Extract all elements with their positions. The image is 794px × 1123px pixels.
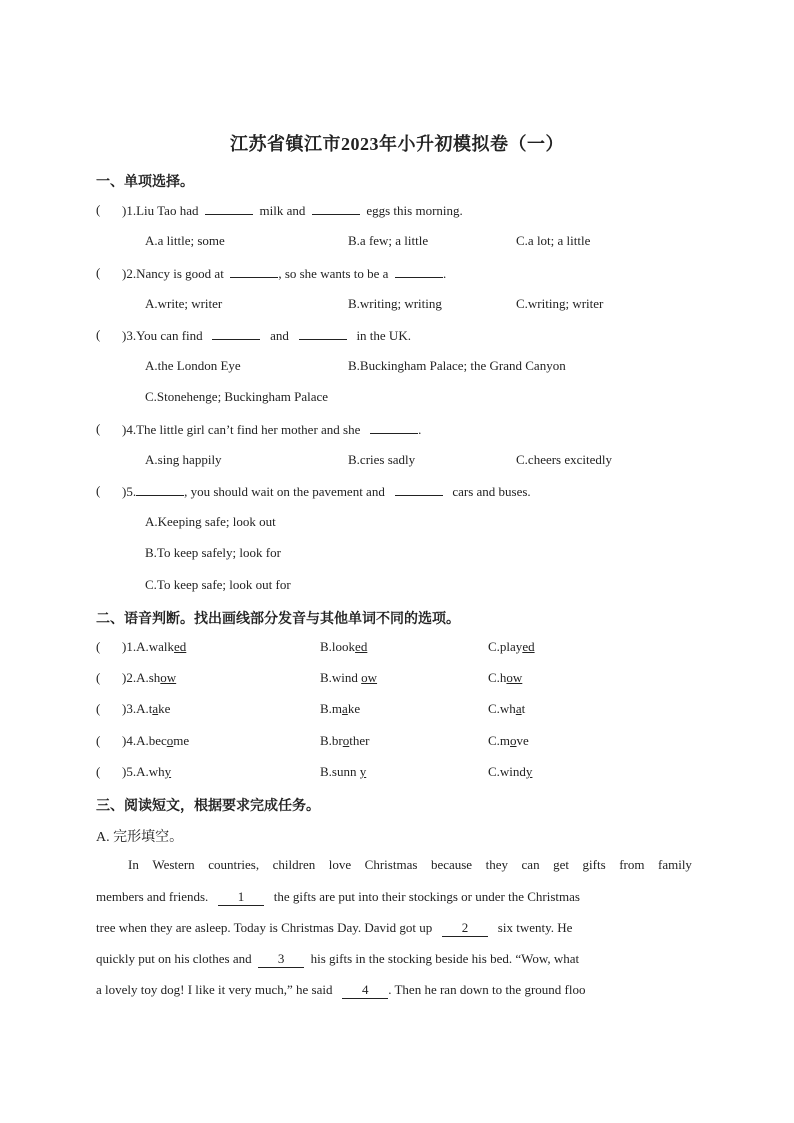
phonics-row-1-paren: (: [96, 639, 101, 654]
q5-text-1: , you should wait on the pavement and: [184, 484, 385, 499]
q1-blank-2: [312, 202, 360, 215]
page-title: 江苏省镇江市2023年小升初模拟卷（一）: [230, 134, 564, 154]
q4-text-end: .: [418, 422, 422, 437]
cloze-blank-1: 1: [218, 889, 264, 906]
q3-blank-2: [299, 327, 347, 340]
phonics-row-5-a: )5.A.why: [122, 764, 172, 779]
phonics-row-2-b: B.wind ow: [320, 670, 378, 685]
q2-stem: [122, 265, 446, 282]
q4-option-a: A.sing happily: [145, 452, 222, 467]
q4-option-c: C.cheers excitedly: [516, 452, 613, 467]
phonics-row-1-a: )1.A.walked: [122, 639, 187, 654]
q3-option-b: B.Buckingham Palace; the Grand Canyon: [348, 358, 566, 373]
phonics-row-1-c: C.played: [488, 639, 535, 654]
q3-blank-1: [212, 327, 260, 340]
q5-text-2: cars and buses.: [452, 484, 531, 499]
q1-text-2: eggs this morning.: [366, 203, 463, 218]
phonics-row-3-b: B.make: [320, 701, 361, 716]
passage-line-3: tree when they are asleep. Today is Christmas Day. David got up 2 six twenty. He: [96, 920, 573, 935]
q3-option-a: A.the London Eye: [145, 358, 241, 373]
section-2-heading: 二、语音判断。找出画线部分发音与其他单词不同的选项。: [96, 612, 460, 627]
q5-stem: [122, 483, 531, 500]
section-3-heading: 三、阅读短文，根据要求完成任务。: [96, 799, 320, 814]
q3-text-1: and: [270, 328, 289, 343]
q3-stem: [122, 327, 411, 344]
section-3-sub-heading: A. 完形填空。: [96, 830, 184, 845]
cloze-blank-2: 2: [442, 920, 488, 937]
q2-option-c: C.writing; writer: [516, 296, 604, 311]
q5-blank-1: [136, 483, 184, 496]
q1-paren: (: [96, 202, 101, 217]
phonics-row-1-b: B.looked: [320, 639, 368, 654]
phonics-row-4-c: C.move: [488, 733, 529, 748]
phonics-row-4-paren: (: [96, 733, 101, 748]
q1-option-a: A.a little; some: [145, 233, 225, 248]
phonics-row-4-a: )4.A.become: [122, 733, 190, 748]
q1-number: )1.Liu Tao had: [122, 203, 199, 218]
q4-option-b: B.cries sadly: [348, 452, 416, 467]
passage-line-1: In Western countries, children love Christmas because they can get gifts from family: [128, 857, 692, 872]
q5-paren: (: [96, 483, 101, 498]
q2-paren: (: [96, 265, 101, 280]
q1-option-c: C.a lot; a little: [516, 233, 591, 248]
phonics-row-3-a: )3.A.take: [122, 701, 171, 716]
phonics-row-2-paren: (: [96, 670, 101, 685]
q2-option-a: A.write; writer: [145, 296, 223, 311]
phonics-row-5-c: C.windy: [488, 764, 533, 779]
q2-blank-2: [395, 265, 443, 278]
phonics-row-3-c: C.what: [488, 701, 526, 716]
q1-blank-1: [205, 202, 253, 215]
q5-option-b: B.To keep safely; look for: [145, 545, 281, 560]
cloze-blank-3: 3: [258, 951, 304, 968]
phonics-row-2-a: )2.A.show: [122, 670, 177, 685]
section-1-heading: 一、单项选择。: [96, 175, 194, 190]
q2-number: )2.Nancy is good at: [122, 266, 224, 281]
q5-option-a: A.Keeping safe; look out: [145, 514, 276, 529]
q4-number: )4.The little girl can’t find her mother and she: [122, 422, 361, 437]
q4-paren: (: [96, 421, 101, 436]
phonics-row-2-c: C.how: [488, 670, 523, 685]
q2-text-2: .: [442, 266, 447, 281]
q4-stem: [122, 421, 421, 438]
q5-blank-2: [395, 483, 443, 496]
passage-line-5: a lovely toy dog! I like it very much,” he said 4 . Then he ran down to the ground floo: [96, 982, 586, 997]
q3-number: )3.You can find: [122, 328, 203, 343]
q1-stem: [122, 202, 463, 219]
cloze-blank-4: 4: [342, 982, 388, 999]
q2-option-b: B.writing; writing: [348, 296, 442, 311]
q3-text-2: in the UK.: [356, 328, 411, 343]
q3-paren: (: [96, 327, 101, 342]
phonics-row-5-paren: (: [96, 764, 101, 779]
phonics-row-4-b: B.brother: [320, 733, 370, 748]
q5-number: )5.: [122, 484, 137, 499]
q3-option-c: C.Stonehenge; Buckingham Palace: [145, 389, 329, 404]
phonics-row-5-b: B.sunn y: [320, 764, 367, 779]
q4-blank-1: [370, 421, 418, 434]
q1-text-1: milk and: [259, 203, 306, 218]
q5-option-c: C.To keep safe; look out for: [145, 577, 291, 592]
phonics-row-3-paren: (: [96, 701, 101, 716]
passage-line-4: quickly put on his clothes and 3 his gifts in the stocking beside his bed. “Wow, what: [96, 951, 580, 966]
q2-text-1: , so she wants to be a: [278, 266, 389, 281]
q2-blank-1: [230, 265, 278, 278]
passage-line-2: members and friends. 1 the gifts are put into their stockings or under the Christmas: [96, 889, 580, 904]
q1-option-b: B.a few; a little: [348, 233, 429, 248]
